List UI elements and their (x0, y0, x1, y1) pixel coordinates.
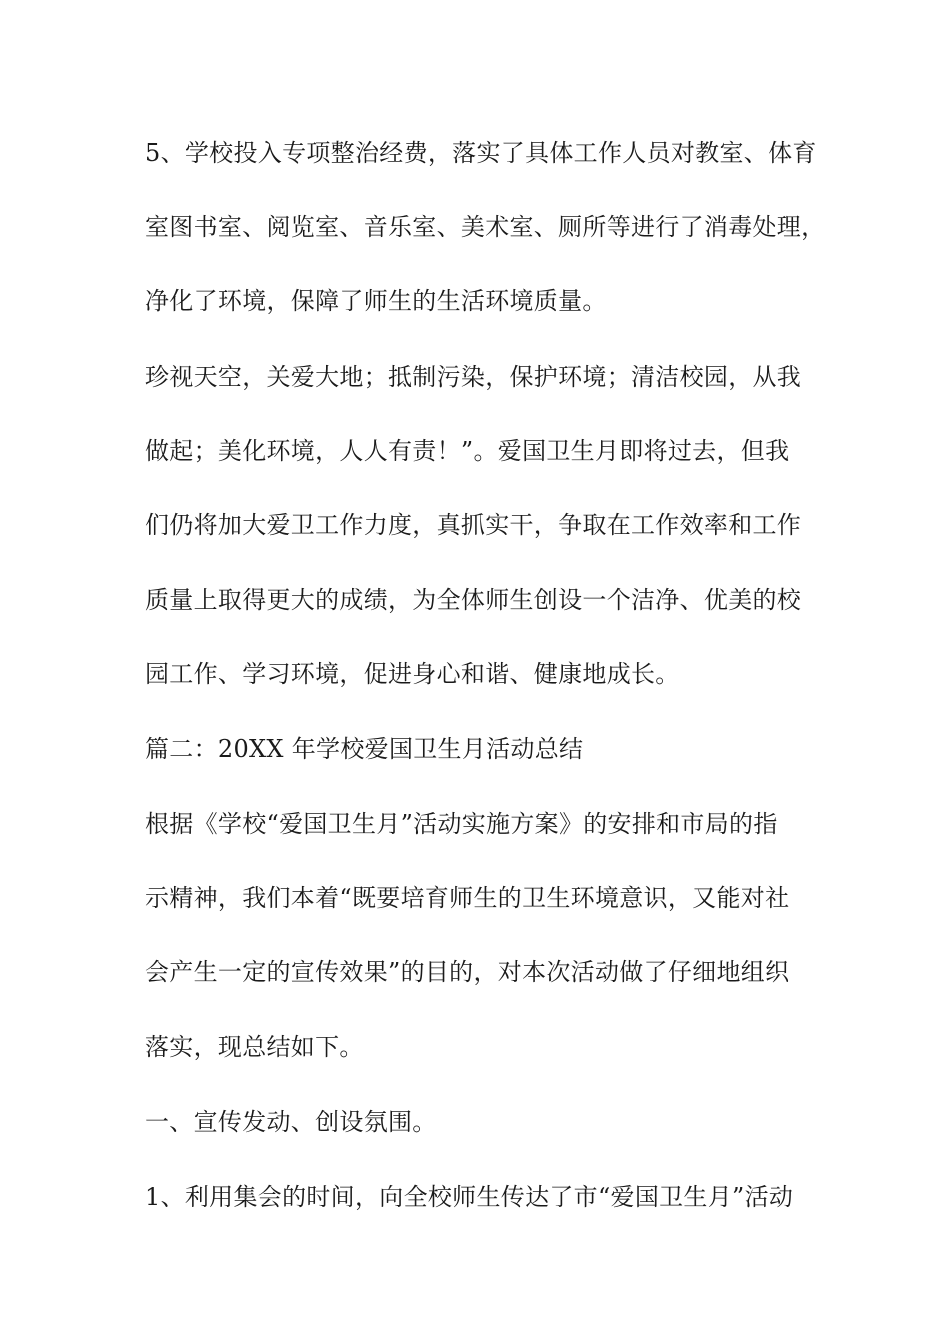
paragraph-1-line-1: 5、学校投入专项整治经费，落实了具体工作人员对教室、体育 (145, 139, 817, 167)
paragraph-2-line-1: 珍视天空，关爱大地；抵制污染，保护环境；清洁校园，从我 (145, 363, 802, 391)
heading-1: 一、宣传发动、创设氛围。 (145, 1108, 437, 1136)
paragraph-2-line-4: 质量上取得更大的成绩，为全体师生创设一个洁净、优美的校 (145, 586, 802, 614)
paragraph-2-line-2: 做起；美化环境，人人有责！”。爱国卫生月即将过去，但我 (145, 437, 790, 465)
paragraph-3-line-2: 示精神，我们本着“既要培育师生的卫生环境意识，又能对社 (145, 884, 790, 912)
paragraph-3-line-4: 落实，现总结如下。 (145, 1033, 364, 1061)
paragraph-1-line-3: 净化了环境，保障了师生的生活环境质量。 (145, 287, 607, 315)
paragraph-3-line-1: 根据《学校“爱国卫生月”活动实施方案》的安排和市局的指 (145, 810, 778, 838)
paragraph-2-line-3: 们仍将加大爱卫工作力度，真抓实干，争取在工作效率和工作 (145, 511, 802, 539)
paragraph-3-line-3: 会产生一定的宣传效果”的目的，对本次活动做了仔细地组织 (145, 958, 790, 986)
paragraph-4-line-1: 1、利用集会的时间，向全校师生传达了市“爱国卫生月”活动 (145, 1183, 794, 1211)
paragraph-2-line-5: 园工作、学习环境，促进身心和谐、健康地成长。 (145, 660, 680, 688)
section-title: 篇二：20XX 年学校爱国卫生月活动总结 (145, 735, 584, 763)
paragraph-1-line-2: 室图书室、阅览室、音乐室、美术室、厕所等进行了消毒处理， (145, 213, 826, 241)
